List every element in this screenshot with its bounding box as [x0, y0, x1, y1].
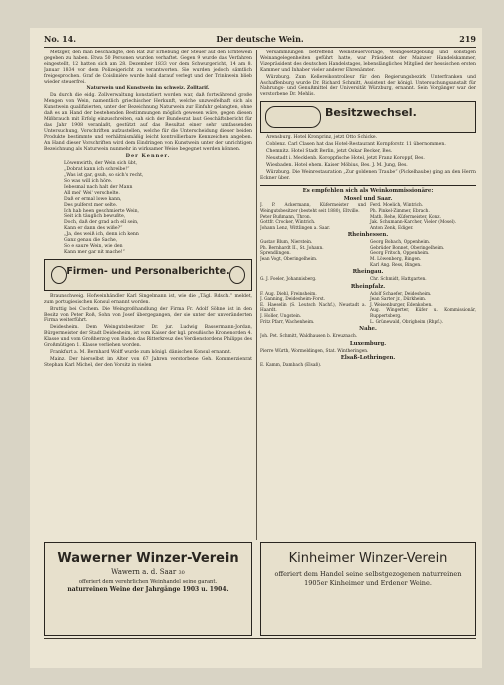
besitzwechsel-header-box	[260, 101, 476, 133]
region-entry: M. Löwenberg, Bingen.	[370, 257, 422, 263]
region-entry: Ph. Pinkel-Zimmer, Ebrach.	[370, 209, 430, 214]
poem-line: So was will ich höre.	[64, 179, 113, 185]
region-entry: Fritz Pfarr, Wachenheim.	[260, 319, 315, 325]
ad-offer: offeriert dem verehrlichen Weinhandel seine garant. naturreinen Weine der Jahrgänge 1903 u. 1904.	[67, 579, 229, 593]
region-entry: Gottfr. Crocker, Wintrich.	[260, 220, 316, 226]
region-title: Rheingau.	[352, 269, 384, 276]
besitzwechsel-entry: Chemnitz. Hotel Stadt Berlin, jetzt Oskar Becker, Bes.	[266, 149, 393, 155]
besitzwechsel-title: Besitzwechsel.	[325, 106, 417, 120]
region-entry: Peter Bußmann, Thron.	[260, 214, 312, 220]
firmen-entry: Deidesheim. Dem Weingutsbesitzer Dr. jur. Ludwig Bassermann-Jordan, Bürgermeister der Stadt Deidesheim, ist vom Kaiser der kgl. preußische Kronenorden 4. Klasse und vom Großherzog von Baden das Ritterkreuz des Verdienstordens Philipps des Großmütigen 1. Klasse verliehen worden.	[44, 325, 252, 349]
issue-number: No. 14.	[44, 34, 76, 44]
snail-ornament-icon	[265, 106, 321, 128]
page-number: 219	[459, 34, 476, 44]
region-entries	[260, 203, 476, 231]
besitzwechsel-entry: Würzburg. Die Weinrestauration „Zur goldenen Traube“ (Pickelhaube) ging an den Herrn Eckner über.	[260, 169, 476, 181]
region-entry: Gebrüder Bonnet, Oberingelheim.	[370, 245, 445, 251]
firmen-entry: Braunschweig. Hofweinhändler Karl Singelmann ist, wie die „Tägl. Rdsch.“ meldet, zum portugiesischen Konsul ernannt worden.	[44, 293, 252, 305]
left-column	[44, 50, 252, 540]
poem-line: Daß er ermal lowe kann,	[64, 196, 122, 202]
divider	[260, 185, 476, 186]
poem-line: All mei' Wei' verschelte.	[64, 190, 120, 196]
poem	[44, 161, 252, 256]
intro-paragraph: Metzger, den man beschädigte, den Rat zur Erhebung der Steuer auf den Erntewein gegeben zu haben. Etwa 50 Personen wurden verhaftet. Gegen 9 wurde das Verfahren eingestellt, 12 hatten sich am 28. Dezember 1833 vor dem Schwurgericht, 14 am 8. Januar 1834 vor dem Polizeigericht zu verantworten. Sie wurden jedoch sämtlich freigesprochen. Graf de Coislinière wurde bald darauf verlegt und der Trinkwein blieb wieder steuerfrei.	[44, 50, 252, 85]
region-entries-column	[260, 240, 366, 268]
poem-line: „Ja, des weiß ich, denn ich kenn	[64, 232, 139, 238]
ad-offer: offeriert dem Handel seine selbstgezogenen naturreinen 1905er Kinheimer und Erdener Weine.	[274, 570, 462, 587]
region-entry: Pierre Würth, Wormeldingen, Stat. Wintheringen.	[260, 348, 369, 354]
ad-title: Wawerner Winzer-Verein	[57, 551, 239, 566]
firmen-header-box	[44, 259, 252, 291]
firmen-entry: Mainz. Der hierselbst im Alter von 67 Jahren verstorbene Geh. Kommerzienrat Stephan Karl Michel, der den Vorsitz in vielen	[44, 356, 252, 368]
header-rule	[44, 47, 476, 48]
besitzwechsel-entry: Arensburg. Hotel Kronprinz, jetzt Otto Schicke.	[266, 135, 378, 141]
firmen-entry: Bruttig bei Cochem. Die Weingroßhandlung der Firma Fr. Adolf Söhne ist in den Besitz von Peter Roß, Sohn von Josef übergegangen, der sie unter der unveränderten Firma weiterführt.	[44, 306, 252, 324]
region-entry: F. Aug. Diehl, Freinsheim.	[260, 291, 317, 297]
region-entry: Jean Sarter jr., Dürkheim.	[370, 297, 427, 303]
page-header	[44, 34, 476, 48]
region-entry: Chr. Schmidt, Hattgarten.	[370, 277, 427, 283]
region-entry: Anton Zenk, Ediger.	[370, 225, 414, 231]
region-entry: J. Holler, Ungstein.	[260, 314, 302, 320]
article-title: Naturwein und Kunstwein im schweiz. Zolltarif.	[86, 86, 210, 92]
region-entry: Karl Ang. Ress, Bingen.	[370, 262, 422, 268]
masthead-title: Der deutsche Wein.	[216, 34, 304, 44]
region-entry: Ferd. Moelich, Wintrich.	[370, 203, 424, 209]
region-entry: Jean Vogt, Oberingelheim.	[260, 257, 318, 263]
region-entries-column	[370, 277, 476, 283]
ad-kinheimer-winzer-verein	[260, 542, 476, 636]
region-entries-column	[370, 292, 476, 326]
besitzwechsel-entry: Wiesbaden. Hotel ehem. Kaiser Möbius, Bes. J. M. Jung, Bes.	[266, 162, 408, 168]
region-entries-column	[260, 277, 366, 283]
region-entries-column	[260, 292, 366, 326]
poem-line: Löwenwirth, der Wein sich übt,	[64, 161, 138, 167]
region-entry: E. Kamm, Dambach (Elsaß).	[260, 363, 322, 369]
region-entry: G. J. Foeler, Johannisberg.	[260, 277, 317, 283]
poem-line: „Dobrat kann ich schreibe!“	[64, 167, 130, 173]
region-entry: Georg Bobach, Oppenheim.	[370, 240, 431, 246]
poem-line: Iebesmal nach halt der Mann	[64, 184, 133, 190]
poem-line: Ganz genau die Sache,	[64, 238, 118, 244]
region-entry: Johann Lenz, Wittlingen a. Saar.	[260, 225, 331, 231]
column-divider	[256, 50, 257, 540]
poem-line: Kann mer gar nit mache!“	[64, 249, 125, 255]
region-entry: Ph. Bernhardt II., St. Johann.	[260, 245, 324, 251]
region-entries-column	[370, 240, 476, 268]
region-entry: Math. Rehe, Küfermeister, Konz.	[370, 214, 441, 220]
region-entry: Sprendlingen.	[260, 251, 291, 257]
region-entry: Adolf Schaefer, Deidesheim.	[370, 291, 432, 297]
region-title: Rheinpfalz.	[350, 283, 386, 290]
region-title: Rheinhessen.	[347, 232, 389, 239]
kommissionaere-list	[260, 197, 476, 369]
region-entry: J. P. Ackermann, Küfermeister und Weingutsbesitzer (besteht seit 1880), Eltville.	[260, 203, 366, 214]
poem-title: Der Kenner.	[125, 153, 171, 160]
region-title: Luxemburg.	[349, 340, 387, 347]
besitzwechsel-entry: Coblenz. Carl Clasen hat das Hotel-Restaurant Kornpforstr. 11 übernommen.	[266, 142, 446, 148]
region-entry: Joh. Pet. Schmitt, Waldhausen b. Kreuznach.	[260, 334, 358, 340]
region-entry: E. Haeselin (S. Leutsch Nachf.), Neustadt a. Haardt.	[260, 302, 366, 314]
region-title: Nahe.	[359, 326, 377, 333]
region-entries	[260, 292, 476, 326]
poem-line: Seit ich täuglich bewußte,	[64, 214, 126, 220]
poem-line: „Was ist gar, gsuh, so sich's recht,	[64, 173, 144, 179]
region-entry: J. Weisenburger, Edenkoben.	[370, 302, 433, 308]
ad-wawerner-winzer-verein	[44, 542, 252, 636]
region-entry: Jak. Schumann-Karcher, Vieler (Mosel).	[370, 220, 457, 226]
article-body: Da durch die eidg. Zollverwaltung konstatiert worden war, daß fortwährend große Mengen von Wein, namentlich griechischer Herkunft, welche unzweifelhaft sich als Kunstwein qualifizierten, unter der Bezeichnung Naturwein zur Einfuhr gelangten, ohne daß es an Hand der bestehenden Bestimmungen möglich gewesen wäre, gegen diesen Mißbrauch mit Erfolg einzuschreiten, sah sich der Bundesrat laut Geschäftsbericht für das Jahr 1908 veranlaßt, gestützt auf das Resultat einer sehr umfassenden Untersuchung, Vorschriften aufzustellen, welche für die Unterscheidung dieser beiden Produkte bestimmte und verhältnismäßig leicht kontrollierbare Kennzeichen angeben. An Hand dieser Vorschriften wird dem Eindringen von Kunstwein unter der unrichtigen Bezeichnung als Naturwein nunmehr in wirksamer Weise begegnet werden können.	[44, 93, 252, 152]
continued-paragraph: Versammlungen betreffend Weinsteuervorlage, Weingesetzgebung und sonstigen Weinangelegenheiten geführt hatte, war Präsident der Mainzer Handelskammer, Vizepräsident des deutschen Handelstages, lebenslängliches Mitglied der hessischen ersten Kammer und Inhaber vieler anderer Ehrenämter.	[260, 50, 476, 73]
region-entries-column	[260, 203, 366, 231]
besitzwechsel-entry: Neustadt i. Mecklenb. Koroppfische Hotel, jetzt Franz Koroppf, Bes.	[266, 155, 425, 161]
region-entry: Georg Fritsch, Oppenheim.	[370, 251, 430, 257]
wuerzburg-paragraph: Würzburg. Zum Kellereikontrolleur für den Regierungsbezirk Unterfranken und Aschaffenburg wurde Dr. Richard Schmitt, Assistent der königl. Untersuchungsanstalt für Nahrungs- und Genußmittel der Universität Würzburg, ernannt. Sein Vorgänger war der verstorbene Dr. Mehlis.	[260, 74, 476, 98]
firmen-entry: Frankfurt a. M. Bernhard Wolff wurde zum königl. dänischen Konsul ernannt.	[50, 349, 232, 355]
firmen-title: Firmen- und Personalberichte.	[66, 265, 230, 277]
right-column	[260, 50, 476, 540]
poem-line: Ich hab heen geschmierte Wein,	[64, 208, 139, 214]
poem-line: Doch, daß der grad ach ell sein,	[64, 220, 139, 226]
ornament-icon	[229, 266, 245, 284]
ad-place: Wawern a. d. Saar 30	[111, 568, 185, 576]
firmen-list	[44, 294, 252, 369]
region-entry: Gustav Blum, Nierstein.	[260, 240, 313, 246]
region-entries	[260, 277, 476, 283]
region-entry: Aug. Wingerter, Küfer u. Kommissionär, Ruppertsberg.	[370, 308, 476, 320]
kommissionaere-title: Es empfehlen sich als Weinkommissionäre:	[302, 187, 434, 194]
region-title: Mosel und Saar.	[343, 195, 393, 202]
footer-rule	[44, 638, 476, 639]
ad-title: Kinheimer Winzer-Verein	[288, 551, 448, 566]
newspaper-page	[30, 28, 482, 668]
poem-line: So e saure Wein, wie den	[64, 244, 123, 249]
besitzwechsel-list	[260, 135, 476, 181]
region-entry: L. Grünewald, Obrigheim (Rhpf.).	[370, 319, 444, 325]
region-entries	[260, 240, 476, 268]
region-entry: J. Ganning, Deidesheim-Forst.	[260, 297, 326, 303]
poem-line: Des pulferst mer selte.	[64, 202, 118, 208]
region-title: Elsaß-Lothringen.	[340, 355, 396, 362]
region-entries-column	[370, 203, 476, 231]
poem-line: Kann er dann des wiße?“	[64, 226, 123, 232]
